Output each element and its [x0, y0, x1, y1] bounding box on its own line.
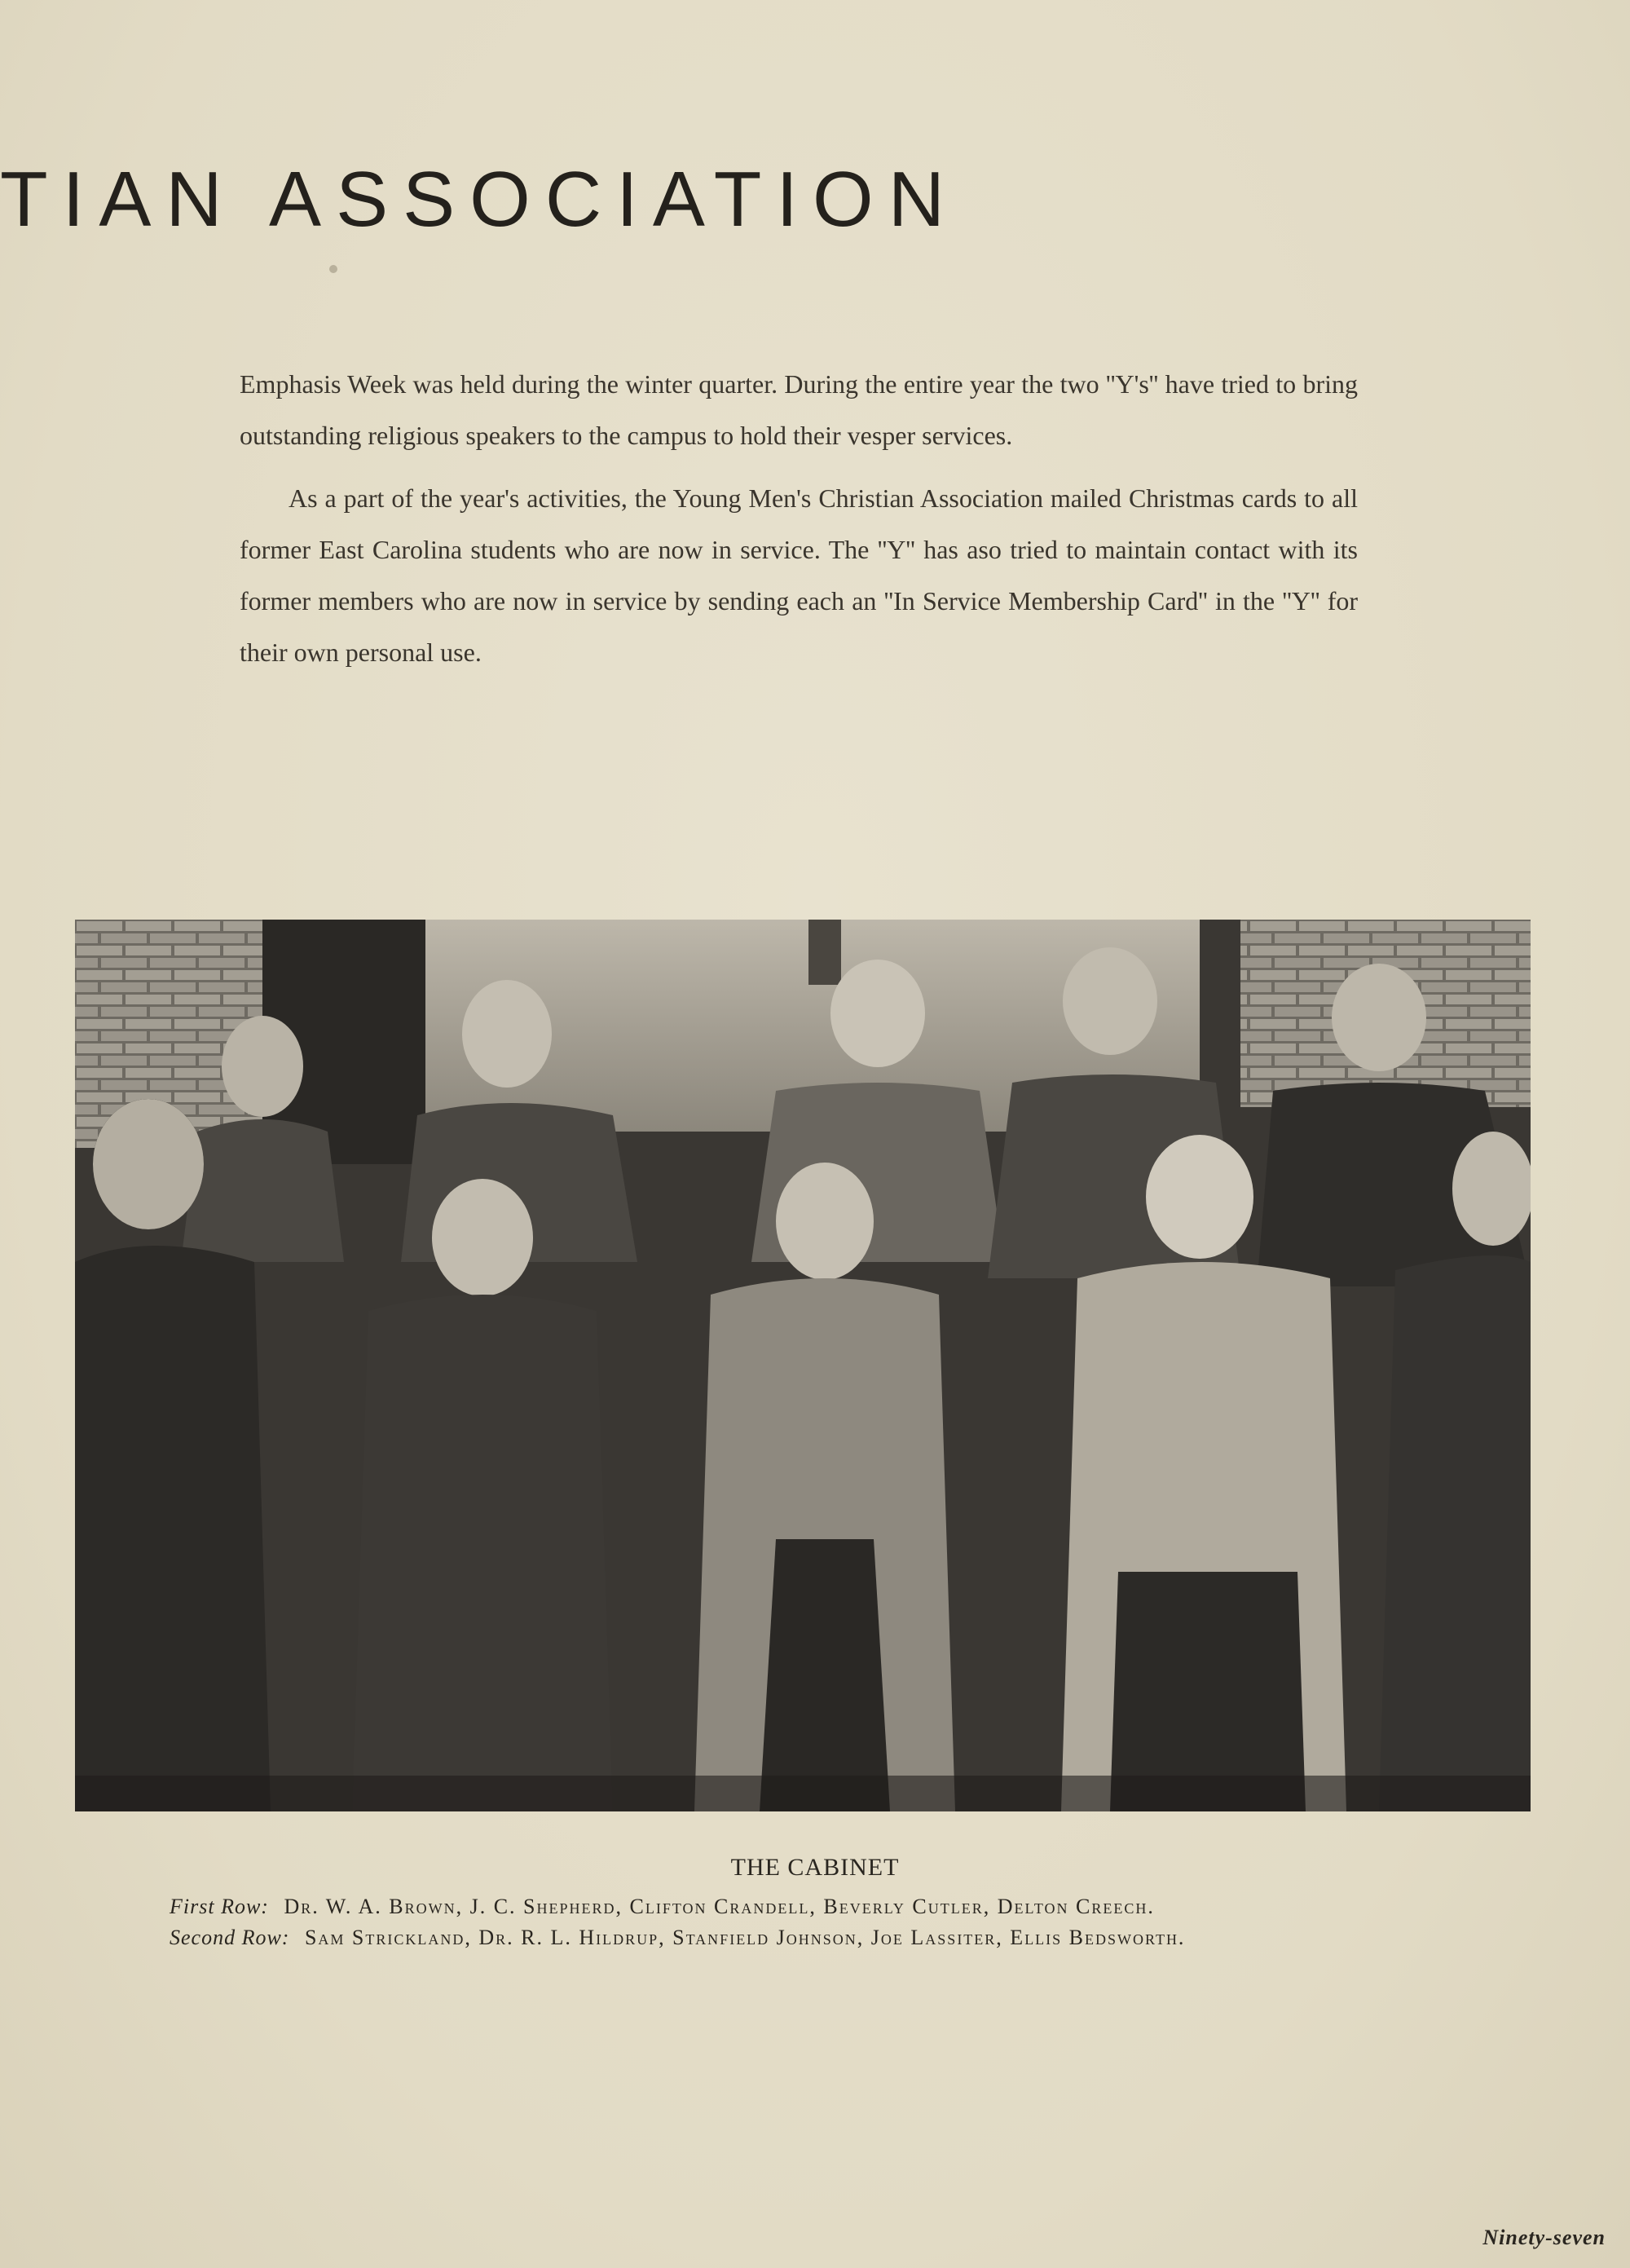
caption-row-lead: Second Row:: [170, 1926, 290, 1949]
caption-second-row: [170, 1926, 1185, 1950]
caption-row-names: Sam Strickland, Dr. R. L. Hildrup, Stanfield Johnson, Joe Lassiter, Ellis Bedsworth.: [304, 1926, 1186, 1949]
article-body: [240, 359, 1358, 690]
group-photograph: [75, 920, 1531, 1811]
decorative-dot: [329, 265, 337, 273]
photo-caption-title: THE CABINET: [730, 1854, 900, 1881]
page-number: Ninety-seven: [1482, 2226, 1606, 2249]
caption-row-lead: First Row:: [170, 1895, 269, 1918]
caption-first-row: [170, 1895, 1155, 1919]
page-heading: TIAN ASSOCIATION: [0, 156, 960, 243]
article-paragraph: Emphasis Week was held during the winter quarter. During the entire year the two ''Y's'' have tried to bring outstanding religious speakers to the campus to hold their vesper services.: [240, 369, 1358, 450]
caption-row-names: Dr. W. A. Brown, J. C. Shepherd, Clifton Crandell, Beverly Cutler, Delton Creech.: [284, 1895, 1155, 1918]
article-paragraph: As a part of the year's activities, the Young Men's Christian Association mailed Christmas cards to all former East Carolina students who are now in service. The ''Y'' has aso tried to maintain contact with its former members who are now in service by sending each an ''In Service Membership Card'' in the ''Y'' for their own personal use.: [240, 483, 1358, 667]
